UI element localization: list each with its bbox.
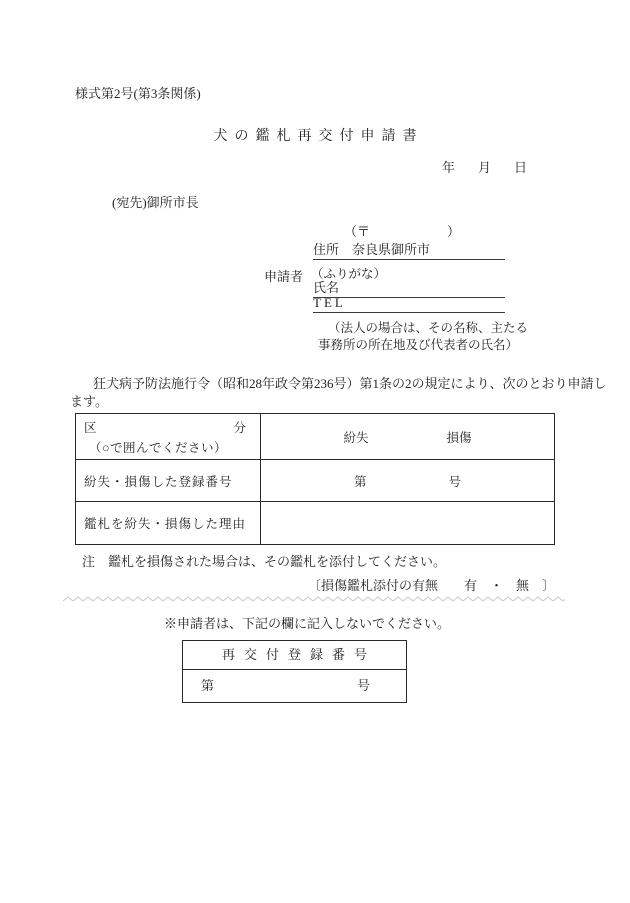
- category-label-left: 区: [84, 420, 97, 435]
- table-row-reason: [76, 502, 555, 545]
- reissue-number-prefix: 第: [201, 678, 215, 693]
- reissue-number-header: 再交付登録番号: [183, 641, 406, 670]
- furigana-label: （ふりがな）: [311, 267, 387, 281]
- registration-number-cell: [261, 460, 555, 502]
- number-suffix: 号: [448, 474, 462, 489]
- category-header-cell: [76, 414, 261, 460]
- postal-close-paren: ）: [446, 224, 460, 239]
- table-row-category: [76, 414, 555, 460]
- attachment-presence-note: 〔損傷鑑札添付の有無 有 ・ 無 〕: [308, 578, 556, 593]
- tel-label: TEL: [313, 295, 346, 310]
- date-line: [442, 157, 527, 176]
- zigzag-separator: [63, 595, 565, 603]
- office-use-box: [182, 640, 407, 703]
- application-table: [75, 413, 555, 545]
- registration-number-label: 紛失・損傷した登録番号: [76, 460, 261, 502]
- reissue-number-suffix: 号: [356, 678, 370, 693]
- page-title: 犬の鑑札再交付申請書: [213, 129, 424, 144]
- addressee-line: (宛先)御所市長: [112, 195, 199, 210]
- body-line2: ます。: [70, 394, 108, 409]
- attachment-instruction-note: 注 鑑札を損傷された場合は、その鑑札を添付してください。: [82, 554, 447, 569]
- address-field: [313, 242, 505, 260]
- category-options-cell: [261, 414, 555, 460]
- reissue-number-row: [183, 670, 406, 702]
- postal-code-field: [344, 221, 460, 240]
- reason-label: 鑑札を紛失・損傷した理由: [76, 502, 261, 545]
- corporate-note-line2: 事務所の所在地及び代表者の氏名）: [318, 338, 519, 352]
- postal-open-paren: （〒: [344, 224, 371, 239]
- name-label: 氏名: [313, 280, 340, 295]
- corporate-note-line1: （法人の場合は、その名称、主たる: [328, 321, 529, 335]
- tel-field: [313, 295, 505, 313]
- date-day-label: 日: [514, 160, 528, 175]
- form-number: 様式第2号(第3条関係): [75, 86, 201, 101]
- date-month-label: 月: [478, 160, 492, 175]
- body-paragraph: [70, 375, 607, 411]
- office-use-note: ※申請者は、下記の欄に記入しないでください。: [164, 616, 451, 631]
- corporate-note: [318, 320, 528, 354]
- date-year-label: 年: [442, 160, 456, 175]
- table-row-registration-number: [76, 460, 555, 502]
- reason-cell: [261, 502, 555, 545]
- category-instruction: （○で囲んでください）: [89, 440, 228, 455]
- body-line1: 狂犬病予防法施行令（昭和28年政令第236号）第1条の2の規定により、次のとおり申請し: [93, 376, 607, 391]
- number-prefix: 第: [353, 474, 367, 489]
- option-lost: 紛失: [343, 430, 369, 445]
- applicant-label: 申請者: [264, 269, 304, 284]
- option-damaged: 損傷: [446, 430, 472, 445]
- address-label: 住所 奈良県御所市: [313, 242, 431, 257]
- category-label: [84, 418, 246, 436]
- category-label-right: 分: [233, 420, 246, 435]
